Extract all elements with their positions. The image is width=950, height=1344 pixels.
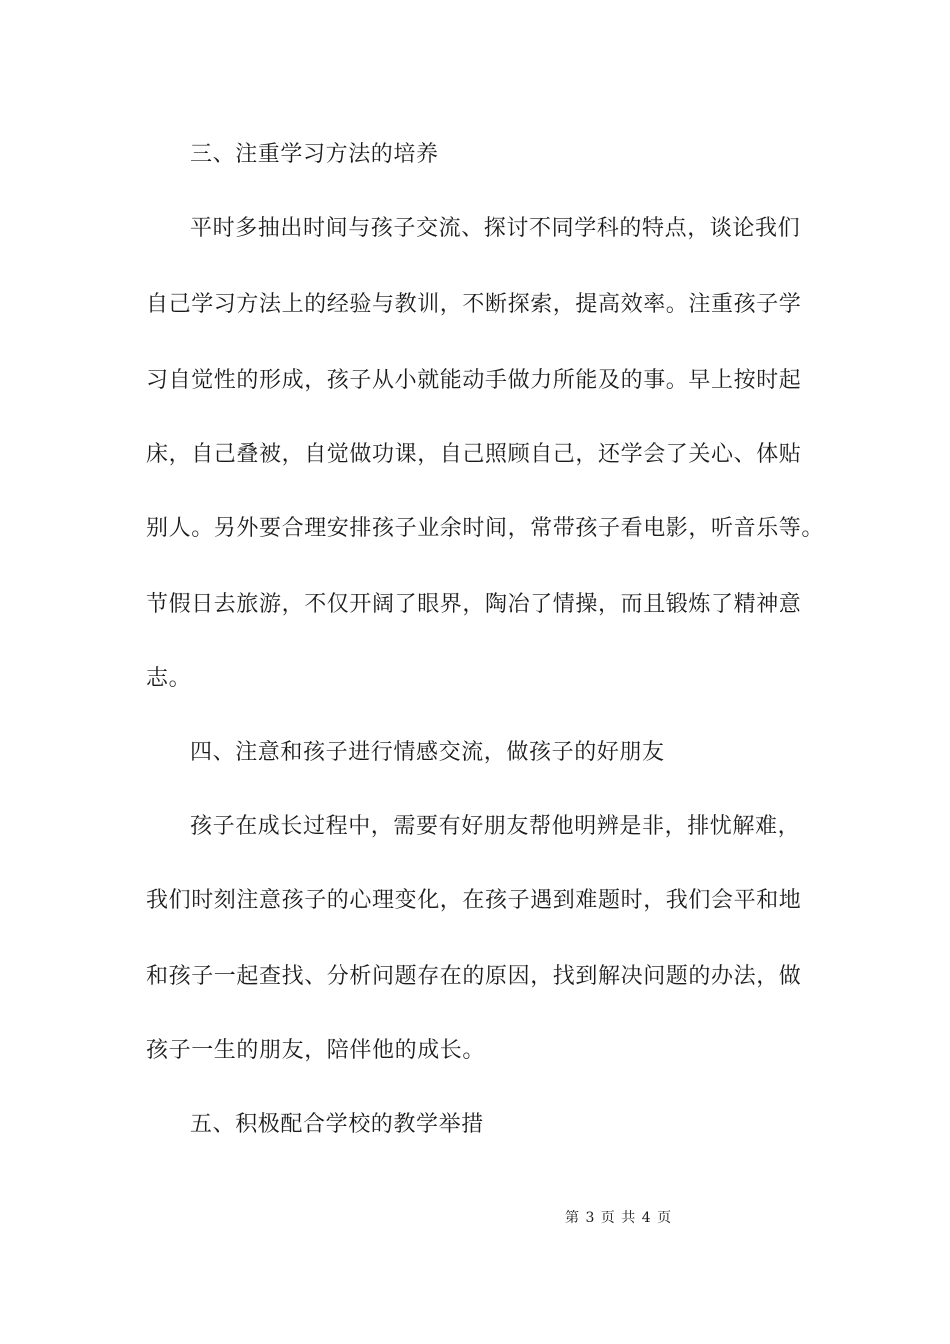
paragraph-line: 节假日去旅游，不仅开阔了眼界，陶冶了情操，而且锻炼了精神意 xyxy=(146,592,802,617)
paragraph-line: 平时多抽出时间与孩子交流、探讨不同学科的特点，谈论我们 xyxy=(190,216,801,241)
page-number: 第 3 页 共 4 页 xyxy=(565,1210,673,1226)
paragraph-line: 别人。另外要合理安排孩子业余时间，常带孩子看电影，听音乐等。 xyxy=(146,516,825,541)
paragraph-line: 孩子在成长过程中，需要有好朋友帮他明辨是非，排忧解难， xyxy=(190,814,801,839)
paragraph-line: 志。 xyxy=(146,666,192,691)
section-heading-3: 三、注重学习方法的培养 xyxy=(190,142,439,167)
paragraph-line: 我们时刻注意孩子的心理变化，在孩子遇到难题时，我们会平和地 xyxy=(146,888,802,913)
paragraph-line: 和孩子一起查找、分析问题存在的原因，找到解决问题的办法，做 xyxy=(146,964,802,989)
paragraph-line: 床，自己叠被，自觉做功课，自己照顾自己，还学会了关心、体贴 xyxy=(146,442,802,467)
section-heading-4: 四、注意和孩子进行情感交流，做孩子的好朋友 xyxy=(190,740,665,765)
paragraph-line: 习自觉性的形成，孩子从小就能动手做力所能及的事。早上按时起 xyxy=(146,368,802,393)
paragraph-line: 自己学习方法上的经验与教训，不断探索，提高效率。注重孩子学 xyxy=(146,292,802,317)
section-heading-5: 五、积极配合学校的教学举措 xyxy=(190,1112,484,1137)
paragraph-line: 孩子一生的朋友，陪伴他的成长。 xyxy=(146,1038,486,1063)
